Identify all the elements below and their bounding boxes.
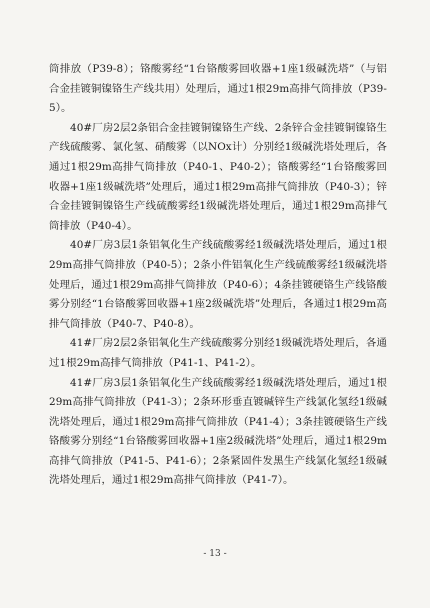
document-body [49, 60, 387, 491]
paragraph-5: 41#厂房3层1条铝氧化生产线硫酸雾经1级碱洗塔处理后，通过1根29m高排气筒排放（P41-3）；2条环形垂直镀碱锌生产线氯化氢经1级碱洗塔处理后，通过1根29m高排气筒排放（P41-4）；3条挂镀硬铬生产线铬酸雾分别经“1台铬酸雾回收器+1座2级碱洗塔”处理后，通过1根29m高排气筒排放（P41-5、P41-6）；2条紧固件发黑生产线氯化氢经1级碱洗塔处理后，通过1根29m高排气筒排放（P41-7）。 [49, 376, 387, 487]
paragraph-1: 筒排放（P39-8）；铬酸雾经“1台铬酸雾回收器+1座1级碱洗塔”（与铝合金挂镀铜镍铬生产线共用）处理后，通过1根29m高排气筒排放（P39-5）。 [49, 63, 387, 115]
paragraph-2: 40#厂房2层2条铝合金挂镀铜镍铬生产线、2条锌合金挂镀铜镍铬生产线硫酸雾、氯化氢、硝酸雾（以NOx计）分别经1级碱洗塔处理后，各通过1根29m高排气筒排放（P40-1、P40-2）；铬酸雾经“1台铬酸雾回收器+1座1级碱洗塔”处理后，通过1根29m高排气筒排放（P40-3）；锌合金挂镀铜镍铬生产线硫酸雾经1级碱洗塔处理后，通过1根29m高排气筒排放（P40-4）。 [49, 121, 387, 232]
page-number: - 13 - [203, 549, 227, 559]
paragraph-4: 41#厂房2层2条铝氧化生产线硫酸雾分别经1级碱洗塔处理后，各通过1根29m高排气筒排放（P41-1、P41-2）。 [49, 337, 387, 369]
paragraph-3: 40#厂房3层1条铝氧化生产线硫酸雾经1级碱洗塔处理后，通过1根29m高排气筒排放（P40-5）；2条小件铝氧化生产线硫酸雾经1级碱洗塔处理后，通过1根29m高排气筒排放（P40-6）；4条挂镀硬铬生产线铬酸雾分别经“1台铬酸雾回收器+1座2级碱洗塔”处理后，各通过1根29m高排气筒排放（P40-7、P40-8）。 [49, 239, 387, 330]
